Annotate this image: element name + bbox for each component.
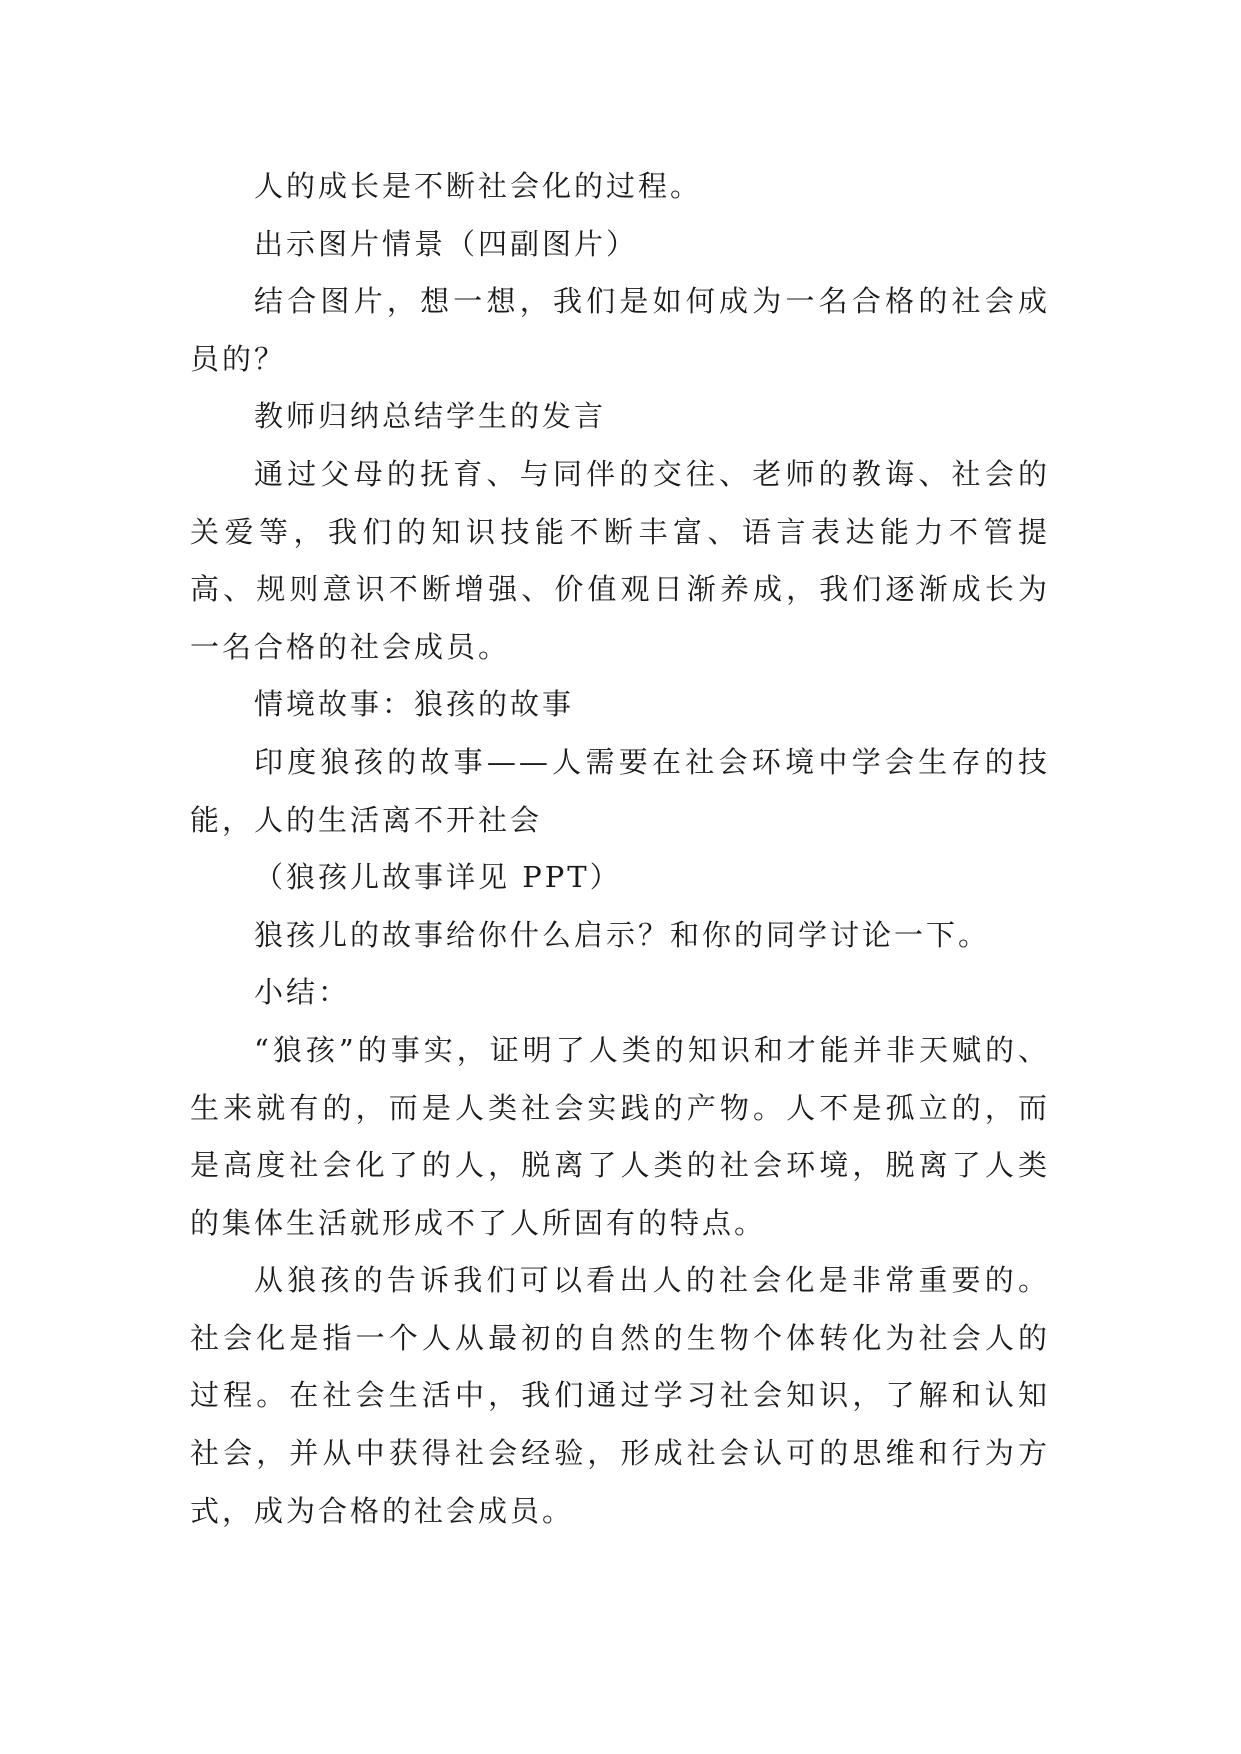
- paragraph-teacher-summary: 教师归纳总结学生的发言: [254, 399, 607, 434]
- document-body: [190, 158, 1050, 1540]
- paragraph-socialization-intro: 人的成长是不断社会化的过程。: [254, 169, 703, 203]
- paragraph-wolf-child-facts: “狼孩”的事实，证明了人类的知识和才能并非天赋的、生来就有的，而是人类社会实践的产物。人不是孤立的，而是高度社会化了的人，脱离了人类的社会环境，脱离了人类的集体生活就形成不了人所固有的特点。: [190, 1032, 1050, 1240]
- paragraph-socialization-definition: 从狼孩的告诉我们可以看出人的社会化是非常重要的。社会化是指一个人从最初的自然的生物个体转化为社会人的过程。在社会生活中，我们通过学习社会知识，了解和认知社会，并从中获得社会经验，形成社会认可的思维和行为方式，成为合格的社会成员。: [190, 1263, 1050, 1528]
- paragraph-show-pictures: 出示图片情景（四副图片）: [254, 226, 639, 261]
- paragraph-story-heading: 情境故事：狼孩的故事: [254, 687, 575, 722]
- paragraph-question-pictures: 结合图片，想一想，我们是如何成为一名合格的社会成员的？: [190, 284, 1050, 376]
- paragraph-india-wolf-child: 印度狼孩的故事——人需要在社会环境中学会生存的技能，人的生活离不开社会: [190, 744, 1050, 837]
- paragraph-ppt-note: （狼孩儿故事详见 PPT）: [254, 860, 622, 895]
- paragraph-growth-ways: 通过父母的抚育、与同伴的交往、老师的教诲、社会的关爱等，我们的知识技能不断丰富、语言表达能力不管提高、规则意识不断增强、价值观日渐养成，我们逐渐成长为一名合格的社会成员。: [190, 456, 1050, 664]
- paragraph-discussion-question: 狼孩儿的故事给你什么启示？和你的同学讨论一下。: [254, 917, 991, 952]
- paragraph-summary-label: 小结：: [254, 975, 351, 1010]
